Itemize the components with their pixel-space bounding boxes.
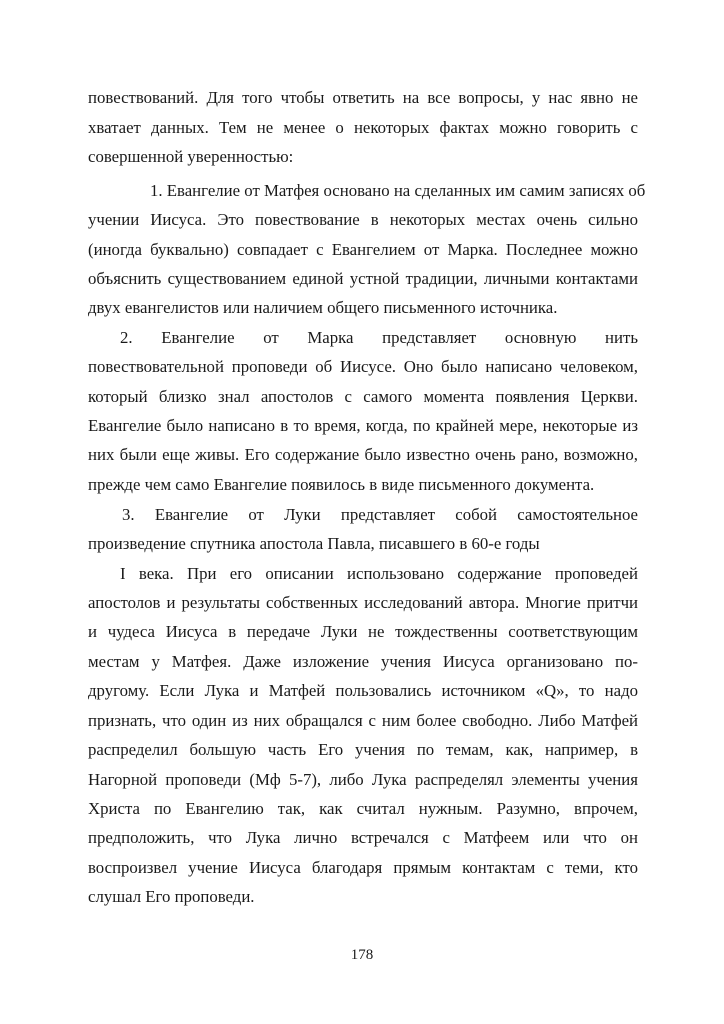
text-line: который близко знал апостолов с самого момента появления Церкви. [88, 387, 638, 406]
text-line: (иногда буквально) совпадает с Евангелием от Марка. Последнее можно [88, 240, 638, 259]
text-line: I века. При его описании использовано содержание проповедей [120, 564, 638, 583]
text-line: повествовательной проповеди об Иисусе. Оно было написано человеком, [88, 357, 638, 376]
text-line: Христа по Евангелию так, как считал нужным. Разумно, впрочем, [88, 799, 638, 818]
text-line: Евангелие было написано в то время, когда, по крайней мере, некоторые из [88, 416, 638, 435]
text-line: Нагорной проповеди (Мф 5-7), либо Лука распределял элементы учения [88, 770, 638, 789]
text-line: и чудеса Иисуса в передаче Луки не тождественны соответствующим [88, 622, 638, 641]
text-line: предположить, что Лука лично встречался с Матфеем или что он [88, 828, 638, 847]
text-line: произведение спутника апостола Павла, писавшего в 60-е годы [88, 534, 540, 553]
text-line: местам у Матфея. Даже изложение учения Иисуса организовано по- [88, 652, 638, 671]
text-line: другому. Если Лука и Матфей пользовались источником «Q», то надо [88, 681, 638, 700]
text-line: учении Иисуса. Это повествование в некоторых местах очень сильно [88, 210, 638, 229]
text-line: двух евангелистов или наличием общего письменного источника. [88, 298, 558, 317]
text-line: распределил большую часть Его учения по темам, как, например, в [88, 740, 638, 759]
page-number: 178 [350, 947, 374, 963]
text-line: прежде чем само Евангелие появилось в виде письменного документа. [88, 475, 595, 494]
text-line: 1. Евангелие от Матфея основано на сделанных им самим записях об [150, 181, 646, 200]
text-line: воспроизвел учение Иисуса благодаря прямым контактам с теми, кто [88, 858, 638, 877]
text-line: повествований. Для того чтобы ответить на все вопросы, у нас явно не [88, 88, 638, 107]
text-line: 2. Евангелие от Марка представляет основную нить [120, 328, 638, 347]
text-line: объяснить существованием единой устной традиции, личными контактами [88, 269, 638, 288]
text-line: признать, что один из них обращался с ним более свободно. Либо Матфей [88, 711, 638, 730]
text-line: хватает данных. Тем не менее о некоторых фактах можно говорить с [88, 118, 638, 137]
text-line: 3. Евангелие от Луки представляет собой самостоятельное [122, 505, 638, 524]
text-line: них были еще живы. Его содержание было известно очень рано, возможно, [88, 445, 638, 464]
text-line: совершенной уверенностью: [88, 147, 294, 166]
text-line: апостолов и результаты собственных исследований автора. Многие притчи [88, 593, 638, 612]
text-line: слушал Его проповеди. [88, 887, 255, 906]
